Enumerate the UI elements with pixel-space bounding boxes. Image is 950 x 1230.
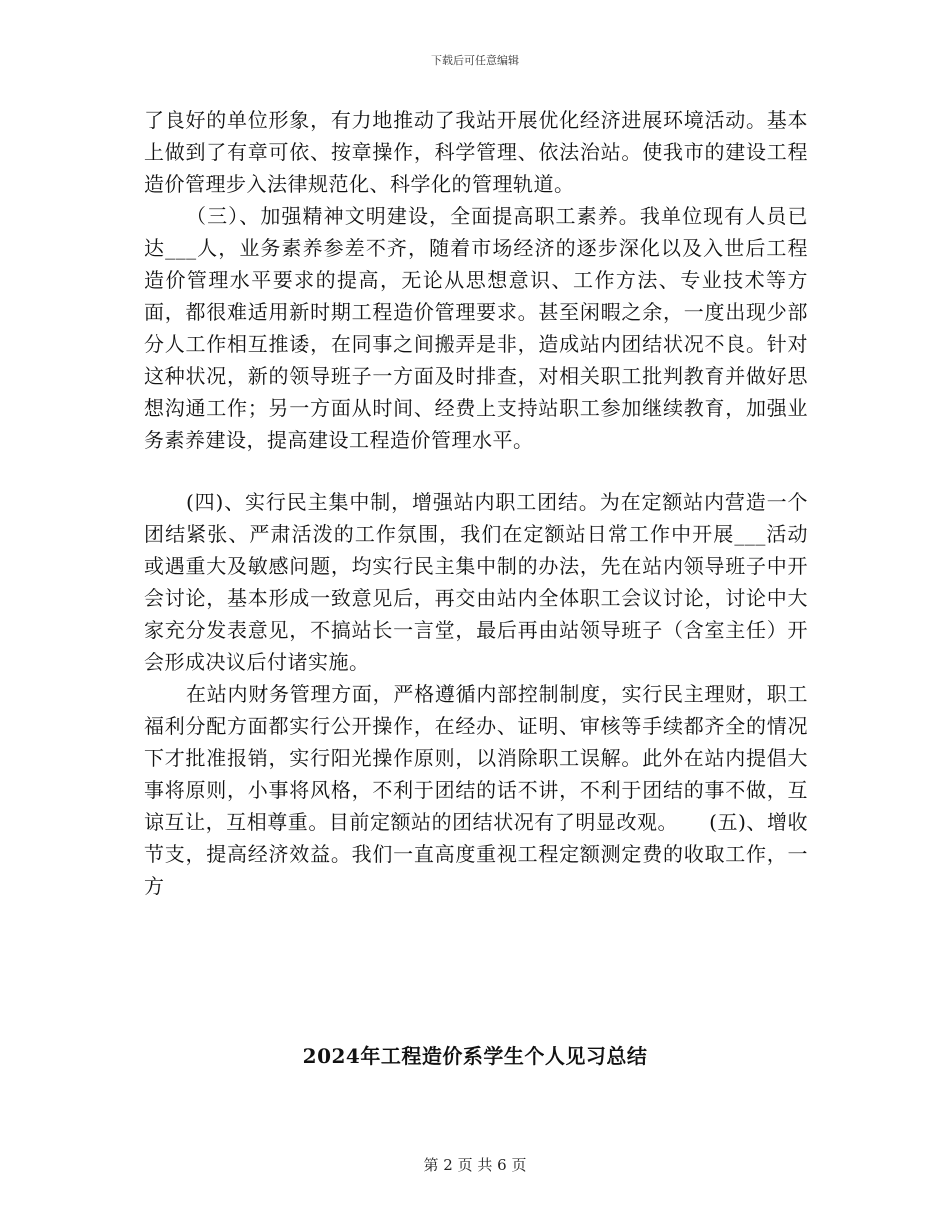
paragraph-2: （三）、加强精神文明建设，全面提高职工素养。我单位现有人员已达___人，业务素养参差不齐，随着市场经济的逐步深化以及入世后工程造价管理水平要求的提高，无论从思想意识、工作方法、专业技术等方面，都很难适用新时期工程造价管理要求。甚至闲暇之余，一度出现少部分人工作相互推诿，在同事之间搬弄是非，造成站内团结状况不良。针对这种状况，新的领导班子一方面及时排查，对相关职工批判教育并做好思想沟通工作；另一方面从时间、经费上支持站职工参加继续教育，加强业务素养建设，提高建设工程造价管理水平。 bbox=[144, 204, 808, 452]
paragraph-3: (四)、实行民主集中制，增强站内职工团结。为在定额站内营造一个团结紧张、严肃活泼的工作氛围，我们在定额站日常工作中开展___活动或遇重大及敏感问题，均实行民主集中制的办法，先在站内领导班子中开会讨论，基本形成一致意见后，再交由站内全体职工会议讨论，讨论中大家充分发表意见，不搞站长一言堂，最后再由站领导班子（含室主任）开会形成决议后付诸实施。 bbox=[144, 490, 808, 674]
page-number: 第 2 页 共 6 页 bbox=[423, 1156, 527, 1174]
document-body bbox=[144, 104, 808, 902]
page-header: 下载后可任意编辑 bbox=[431, 54, 519, 67]
paragraph-spacer bbox=[144, 456, 808, 486]
document-title: 2024年工程造价系学生个人见习总结 bbox=[302, 1044, 648, 1068]
paragraph-1: 了良好的单位形象，有力地推动了我站开展优化经济进展环境活动。基本上做到了有章可依、按章操作，科学管理、依法治站。使我市的建设工程造价管理步入法律规范化、科学化的管理轨道。 bbox=[144, 108, 808, 196]
paragraph-4: 在站内财务管理方面，严格遵循内部控制制度，实行民主理财，职工福利分配方面都实行公开操作，在经办、证明、审核等手续都齐全的情况下才批准报销，实行阳光操作原则，以消除职工误解。此外在站内提倡大事将原则，小事将风格，不利于团结的话不讲，不利于团结的事不做，互谅互让，互相尊重。目前定额站的团结状况有了明显改观。 (五)、增收节支，提高经济效益。我们一直高度重视工程定额测定费的收取工作，一方 bbox=[144, 682, 808, 898]
